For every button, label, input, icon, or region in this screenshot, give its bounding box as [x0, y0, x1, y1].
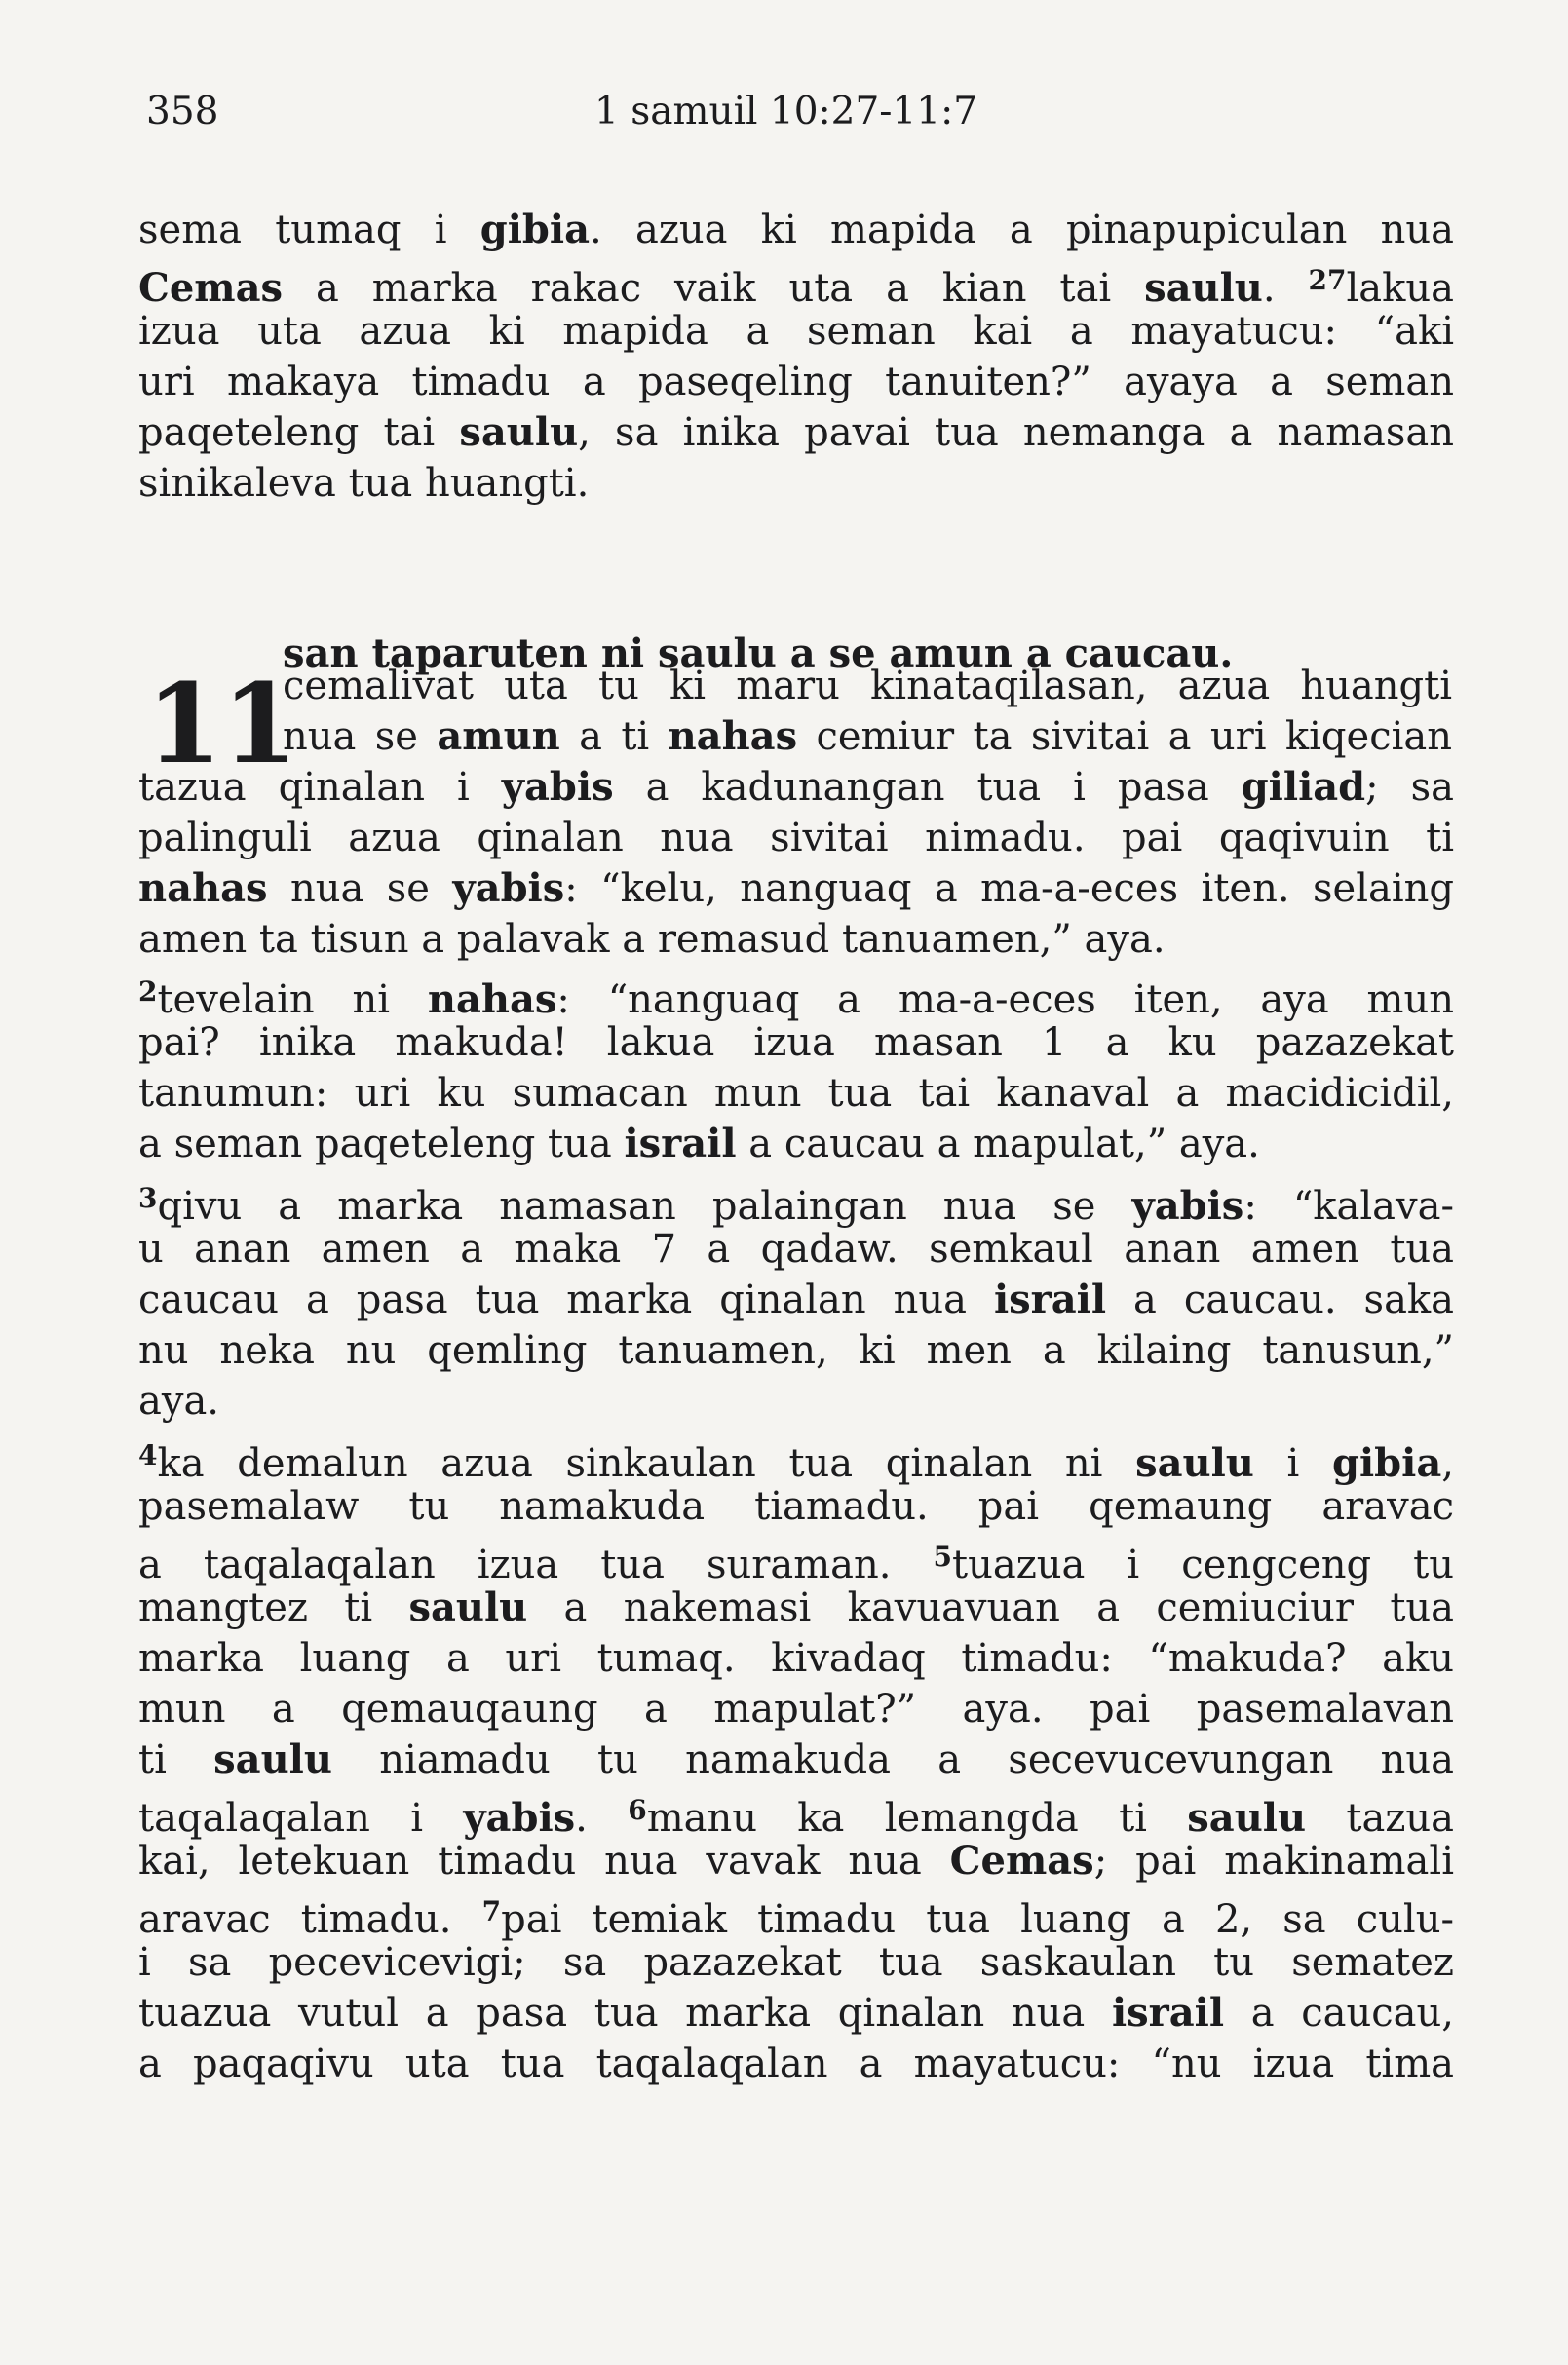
text-line [138, 306, 1454, 357]
text-run: a kadunangan tua i pasa [613, 765, 1242, 810]
text-line [138, 1633, 1454, 1684]
text-run: : “kalava- [1243, 1184, 1454, 1229]
bold-term: saulu [408, 1584, 528, 1630]
text-line [138, 1532, 1454, 1590]
text-run: pasemalaw tu namakuda tiamadu. pai qemaung aravac [138, 1484, 1454, 1529]
text-run: a nakemasi kavuavuan a cemiuciur tua [527, 1585, 1454, 1630]
bold-term: giliad [1241, 764, 1366, 810]
text-run: mangtez ti [138, 1585, 409, 1630]
text-run: tanumun: uri ku sumacan mun tua tai kanaval a macidicidil, [138, 1071, 1454, 1116]
text-line [138, 2039, 1454, 2089]
verse-number: 5 [933, 1541, 953, 1573]
text-run: nu neka nu qemling tanuamen, ki men a kilaing tanusun,” [138, 1328, 1454, 1373]
text-run: marka luang a uri tumaq. kivadaq timadu: “makuda? aku [138, 1636, 1454, 1681]
text-line [138, 863, 1454, 914]
text-run: tuazua vutul a pasa tua marka qinalan nua [138, 1991, 1112, 2036]
text-run: niamadu tu namakuda a secevucevungan nua [331, 1737, 1454, 1782]
text-run: cemalivat uta tu ki maru kinataqilasan, azua huangti [283, 664, 1452, 708]
text-line [138, 1376, 1454, 1427]
section-heading: san taparuten ni saulu a se amun a caucau. [283, 630, 1234, 676]
text-line [138, 255, 1454, 314]
text-run: a taqalaqalan izua tua suraman. [138, 1543, 934, 1587]
text-line [138, 357, 1454, 407]
bold-term: Cemas [949, 1838, 1094, 1884]
text-line [138, 1275, 1454, 1325]
text-run: ti [138, 1737, 214, 1782]
text-line [138, 813, 1454, 863]
bold-term: saulu [459, 409, 579, 455]
text-line [138, 1224, 1454, 1275]
page-header [146, 90, 1422, 148]
text-run: : “kelu, nanguaq a ma-a-eces iten. selaing [564, 866, 1454, 911]
bold-term: saulu [213, 1736, 332, 1782]
bold-term: yabis [452, 865, 565, 911]
text-run: caucau a pasa tua marka qinalan nua [138, 1278, 994, 1322]
text-run: a caucau. saka [1106, 1278, 1454, 1322]
bold-term: israil [624, 1121, 737, 1166]
bold-term: saulu [1187, 1795, 1307, 1841]
text-run: aravac timadu. [138, 1897, 482, 1942]
text-line [138, 1988, 1454, 2039]
bold-term: yabis [1131, 1183, 1244, 1229]
text-run: tazua [1306, 1796, 1455, 1841]
text-run: ; sa [1365, 765, 1454, 810]
verse-number: 4 [138, 1439, 158, 1471]
text-run: u anan amen a maka 7 a qadaw. semkaul anan amen tua [138, 1227, 1454, 1272]
text-run: lakua [1346, 266, 1454, 311]
text-run: manu ka lemangda ti [646, 1796, 1188, 1841]
text-run: qivu a marka namasan palaingan nua se [157, 1184, 1132, 1229]
text-run: a paqaqivu uta tua taqalaqalan a mayatucu: “nu izua tima [138, 2041, 1454, 2086]
bold-term: yabis [501, 764, 614, 810]
text-run: i sa pecevicevigi; sa pazazekat tua saskaulan tu sematez [138, 1940, 1454, 1985]
text-run: palinguli azua qinalan nua sivitai nimadu. pai qaqivuin ti [138, 816, 1454, 860]
text-run: paqeteleng tai [138, 410, 460, 455]
bold-term: amun [437, 713, 560, 759]
text-line [138, 1430, 1454, 1489]
text-run: taqalaqalan i [138, 1796, 464, 1841]
text-line [138, 1173, 1454, 1232]
text-line [138, 1887, 1454, 1945]
text-run: a ti [559, 714, 669, 759]
page-number: 358 [146, 90, 219, 134]
verse-number: 27 [1308, 264, 1347, 296]
text-run: pai? inika makuda! lakua izua masan 1 a ku pazazekat [138, 1020, 1454, 1065]
bold-term: saulu [1135, 1440, 1254, 1486]
bold-term: israil [1111, 1990, 1225, 2036]
text-line [138, 1068, 1454, 1119]
text-line [138, 1785, 1454, 1844]
text-run: a caucau a mapulat,” aya. [736, 1122, 1260, 1166]
text-run: mun a qemauqaung a mapulat?” aya. pai pasemalavan [138, 1687, 1454, 1732]
text-run: pai temiak timadu tua luang a 2, sa culu- [501, 1897, 1454, 1942]
text-run: , [1441, 1441, 1454, 1486]
verse-number: 3 [138, 1182, 158, 1214]
running-head: 1 samuil 10:27-11:7 [594, 90, 978, 134]
text-run: nua se [283, 714, 438, 759]
text-run: . azua ki mapida a pinapupiculan nua [590, 208, 1454, 252]
text-run: . [575, 1796, 629, 1841]
text-run: kai, letekuan timadu nua vavak nua [138, 1839, 950, 1884]
bold-term: gibia [1332, 1440, 1442, 1486]
text-line [138, 1735, 1454, 1785]
text-line [138, 1684, 1454, 1735]
text-run: aya. [138, 1379, 220, 1424]
text-line [138, 1937, 1454, 1988]
text-run: . [1262, 266, 1309, 311]
text-run: tuazua i cengceng tu [952, 1543, 1454, 1587]
verse-number: 6 [628, 1794, 647, 1826]
bold-term: Cemas [138, 265, 284, 311]
text-run: a marka rakac vaik uta a kian tai [283, 266, 1145, 311]
text-line [138, 458, 1454, 509]
bold-term: nahas [427, 976, 557, 1022]
text-line [138, 1836, 1454, 1887]
text-run: nua se [267, 866, 453, 911]
text-run: ; pai makinamali [1093, 1839, 1454, 1884]
text-line [138, 205, 1454, 255]
text-line [138, 967, 1454, 1025]
text-line [138, 1583, 1454, 1633]
text-run: tevelain ni [157, 977, 428, 1022]
text-run: amen ta tisun a palavak a remasud tanuamen,” aya. [138, 917, 1166, 962]
text-run: : “nanguaq a ma-a-eces iten, aya mun [556, 977, 1454, 1022]
text-line [138, 762, 1454, 813]
text-run: izua uta azua ki mapida a seman kai a mayatucu: “aki [138, 309, 1454, 354]
verse-number: 7 [481, 1895, 502, 1927]
text-line [138, 1017, 1454, 1068]
bold-term: saulu [1144, 265, 1263, 311]
text-line [138, 914, 1454, 965]
text-run: a caucau, [1224, 1991, 1454, 2036]
text-line [283, 711, 1452, 762]
bold-term: israil [993, 1277, 1107, 1322]
text-run: a seman paqeteleng tua [138, 1122, 625, 1166]
text-line [138, 1325, 1454, 1376]
bold-term: yabis [463, 1795, 576, 1841]
bold-term: nahas [668, 713, 798, 759]
text-run: , sa inika pavai tua nemanga a namasan [578, 410, 1455, 455]
text-run: uri makaya timadu a paseqeling tanuiten?” ayaya a seman [138, 360, 1454, 404]
text-run: i [1253, 1441, 1333, 1486]
bold-term: gibia [479, 207, 590, 252]
text-run: sema tumaq i [138, 208, 480, 252]
text-run: cemiur ta sivitai a uri kiqecian [797, 714, 1453, 759]
text-line [138, 1119, 1454, 1169]
text-run: sinikaleva tua huangti. [138, 461, 590, 506]
text-run: tazua qinalan i [138, 765, 502, 810]
text-line [138, 1481, 1454, 1532]
text-line [138, 407, 1454, 458]
chapter-number: 11 [146, 661, 298, 788]
bold-term: nahas [138, 865, 268, 911]
verse-number: 2 [138, 975, 158, 1008]
text-run: ka demalun azua sinkaulan tua qinalan ni [157, 1441, 1136, 1486]
